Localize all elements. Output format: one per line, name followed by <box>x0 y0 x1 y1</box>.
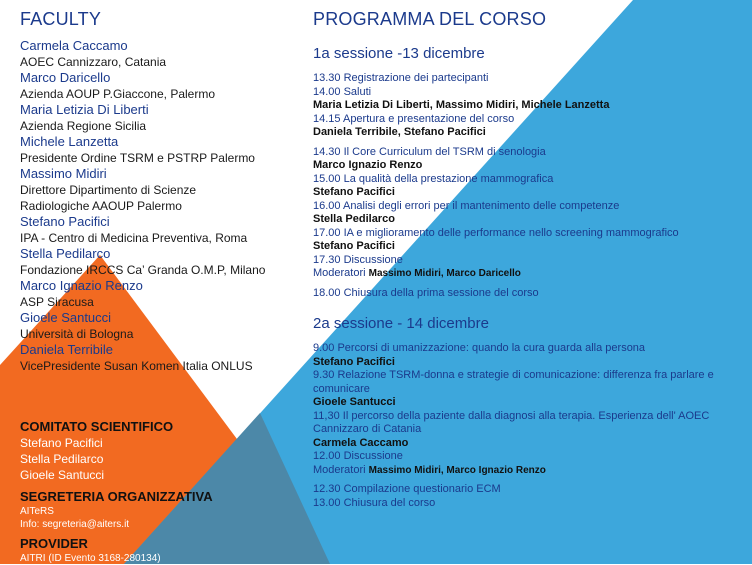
right-column <box>313 8 743 510</box>
comitato-member: Gioele Santucci <box>20 468 105 482</box>
segreteria-line: AITeRS <box>20 506 54 517</box>
faculty-name: Stella Pedilarco <box>20 246 111 261</box>
faculty-name: Marco Ignazio Renzo <box>20 278 143 293</box>
moderator-names: Massimo Midiri, Marco Daricello <box>368 268 521 279</box>
session-title: 2a sessione - 14 dicembre <box>313 315 489 332</box>
program-speaker: Gioele Santucci <box>313 396 396 408</box>
program-item: 14.30 Il Core Curriculum del TSRM di senologia <box>313 145 546 158</box>
program-item: 9.00 Percorsi di umanizzazione: quando la cura guarda alla persona <box>313 342 646 354</box>
segreteria-line: Info: segreteria@aiters.it <box>20 519 130 530</box>
segreteria-title: SEGRETERIA ORGANIZZATIVA <box>20 489 213 504</box>
program-speaker: Stefano Pacifici <box>313 186 395 198</box>
program-item: 14.15 Apertura e presentazione del corso <box>313 112 515 125</box>
program-item: 13.00 Chiusura del corso <box>313 496 436 509</box>
session-title: 1a sessione -13 dicembre <box>313 45 485 62</box>
faculty-name: Maria Letizia Di Liberti <box>20 102 149 117</box>
faculty-affiliation: Radiologiche AAOUP Palermo <box>20 199 182 213</box>
comitato-member: Stefano Pacifici <box>20 436 103 450</box>
faculty-name: Massimo Midiri <box>20 166 107 181</box>
moderator-names: Massimo Midiri, Marco Ignazio Renzo <box>368 464 546 476</box>
segreteria-info <box>20 505 300 531</box>
faculty-list <box>20 38 300 374</box>
program-item: 9.30 Relazione TSRM-donna e strategie di comunicazione: differenza fra parlare e comunicare <box>313 369 714 395</box>
faculty-affiliation: AOEC Cannizzaro, Catania <box>20 55 167 69</box>
program-speaker: Stefano Pacifici <box>313 240 395 252</box>
program-item: 18.00 Chiusura della prima sessione del corso <box>313 286 539 299</box>
faculty-affiliation: VicePresidente Susan Komen Italia ONLUS <box>20 359 253 373</box>
program-item: 15.00 La qualità della prestazione mammografica <box>313 172 554 185</box>
program-speaker: Marco Ignazio Renzo <box>313 159 423 171</box>
program-speaker: Carmela Caccamo <box>313 436 409 449</box>
faculty-affiliation: Direttore Dipartimento di Scienze <box>20 183 197 197</box>
program-speaker: Maria Letizia Di Liberti, Massimo Midiri, Michele Lanzetta <box>313 99 610 111</box>
moderator-label: Moderatori <box>313 463 366 476</box>
faculty-affiliation: Università di Bologna <box>20 327 134 341</box>
programma-title: PROGRAMMA DEL CORSO <box>313 9 547 29</box>
moderator-row <box>313 267 743 281</box>
program-item: 17.00 IA e miglioramento delle performance nello screening mammografico <box>313 226 679 239</box>
program-item: 16.00 Analisi degli errori per il mantenimento delle competenze <box>313 199 620 212</box>
faculty-affiliation: ASP Siracusa <box>20 295 94 309</box>
program-item: 12.30 Compilazione questionario ECM <box>313 483 501 495</box>
faculty-name: Stefano Pacifici <box>20 214 110 229</box>
program-speaker: Stella Pedilarco <box>313 213 395 225</box>
program-item: 14.00 Saluti <box>313 85 372 98</box>
faculty-affiliation: Azienda AOUP P.Giaccone, Palermo <box>20 87 215 101</box>
program-item: 11,30 Il percorso della paziente dalla diagnosi alla terapia. Esperienza dell' AOEC Cannizzaro di Catania <box>313 409 710 435</box>
comitato-member: Stella Pedilarco <box>20 452 104 466</box>
left-column <box>20 8 300 565</box>
sessions-container <box>313 44 743 510</box>
faculty-name: Michele Lanzetta <box>20 134 119 149</box>
faculty-affiliation: Presidente Ordine TSRM e PSTRP Palermo <box>20 151 255 165</box>
program-speaker: Daniela Terribile, Stefano Pacifici <box>313 126 486 138</box>
program-item: 13.30 Registrazione dei partecipanti <box>313 72 489 84</box>
faculty-affiliation: Fondazione IRCCS Ca’ Granda O.M.P, Milano <box>20 263 266 277</box>
provider-title: PROVIDER <box>20 536 88 551</box>
faculty-affiliation: Azienda Regione Sicilia <box>20 119 147 133</box>
program-speaker: Stefano Pacifici <box>313 355 395 368</box>
program-item: 12.00 Discussione <box>313 450 403 462</box>
provider-info <box>20 552 300 565</box>
faculty-name: Marco Daricello <box>20 70 111 85</box>
faculty-name: Gioele Santucci <box>20 310 112 325</box>
provider-line: AITRI (ID Evento 3168-280134) <box>20 553 161 564</box>
faculty-affiliation: IPA - Centro di Medicina Preventiva, Roma <box>20 231 248 245</box>
moderator-row <box>313 464 743 478</box>
faculty-name: Carmela Caccamo <box>20 38 128 53</box>
comitato-title: COMITATO SCIENTIFICO <box>20 419 174 434</box>
comitato-list <box>20 435 300 483</box>
program-item: 17.30 Discussione <box>313 253 403 266</box>
moderator-label: Moderatori <box>313 267 366 279</box>
faculty-name: Daniela Terribile <box>20 342 113 357</box>
faculty-title: FACULTY <box>20 9 102 29</box>
